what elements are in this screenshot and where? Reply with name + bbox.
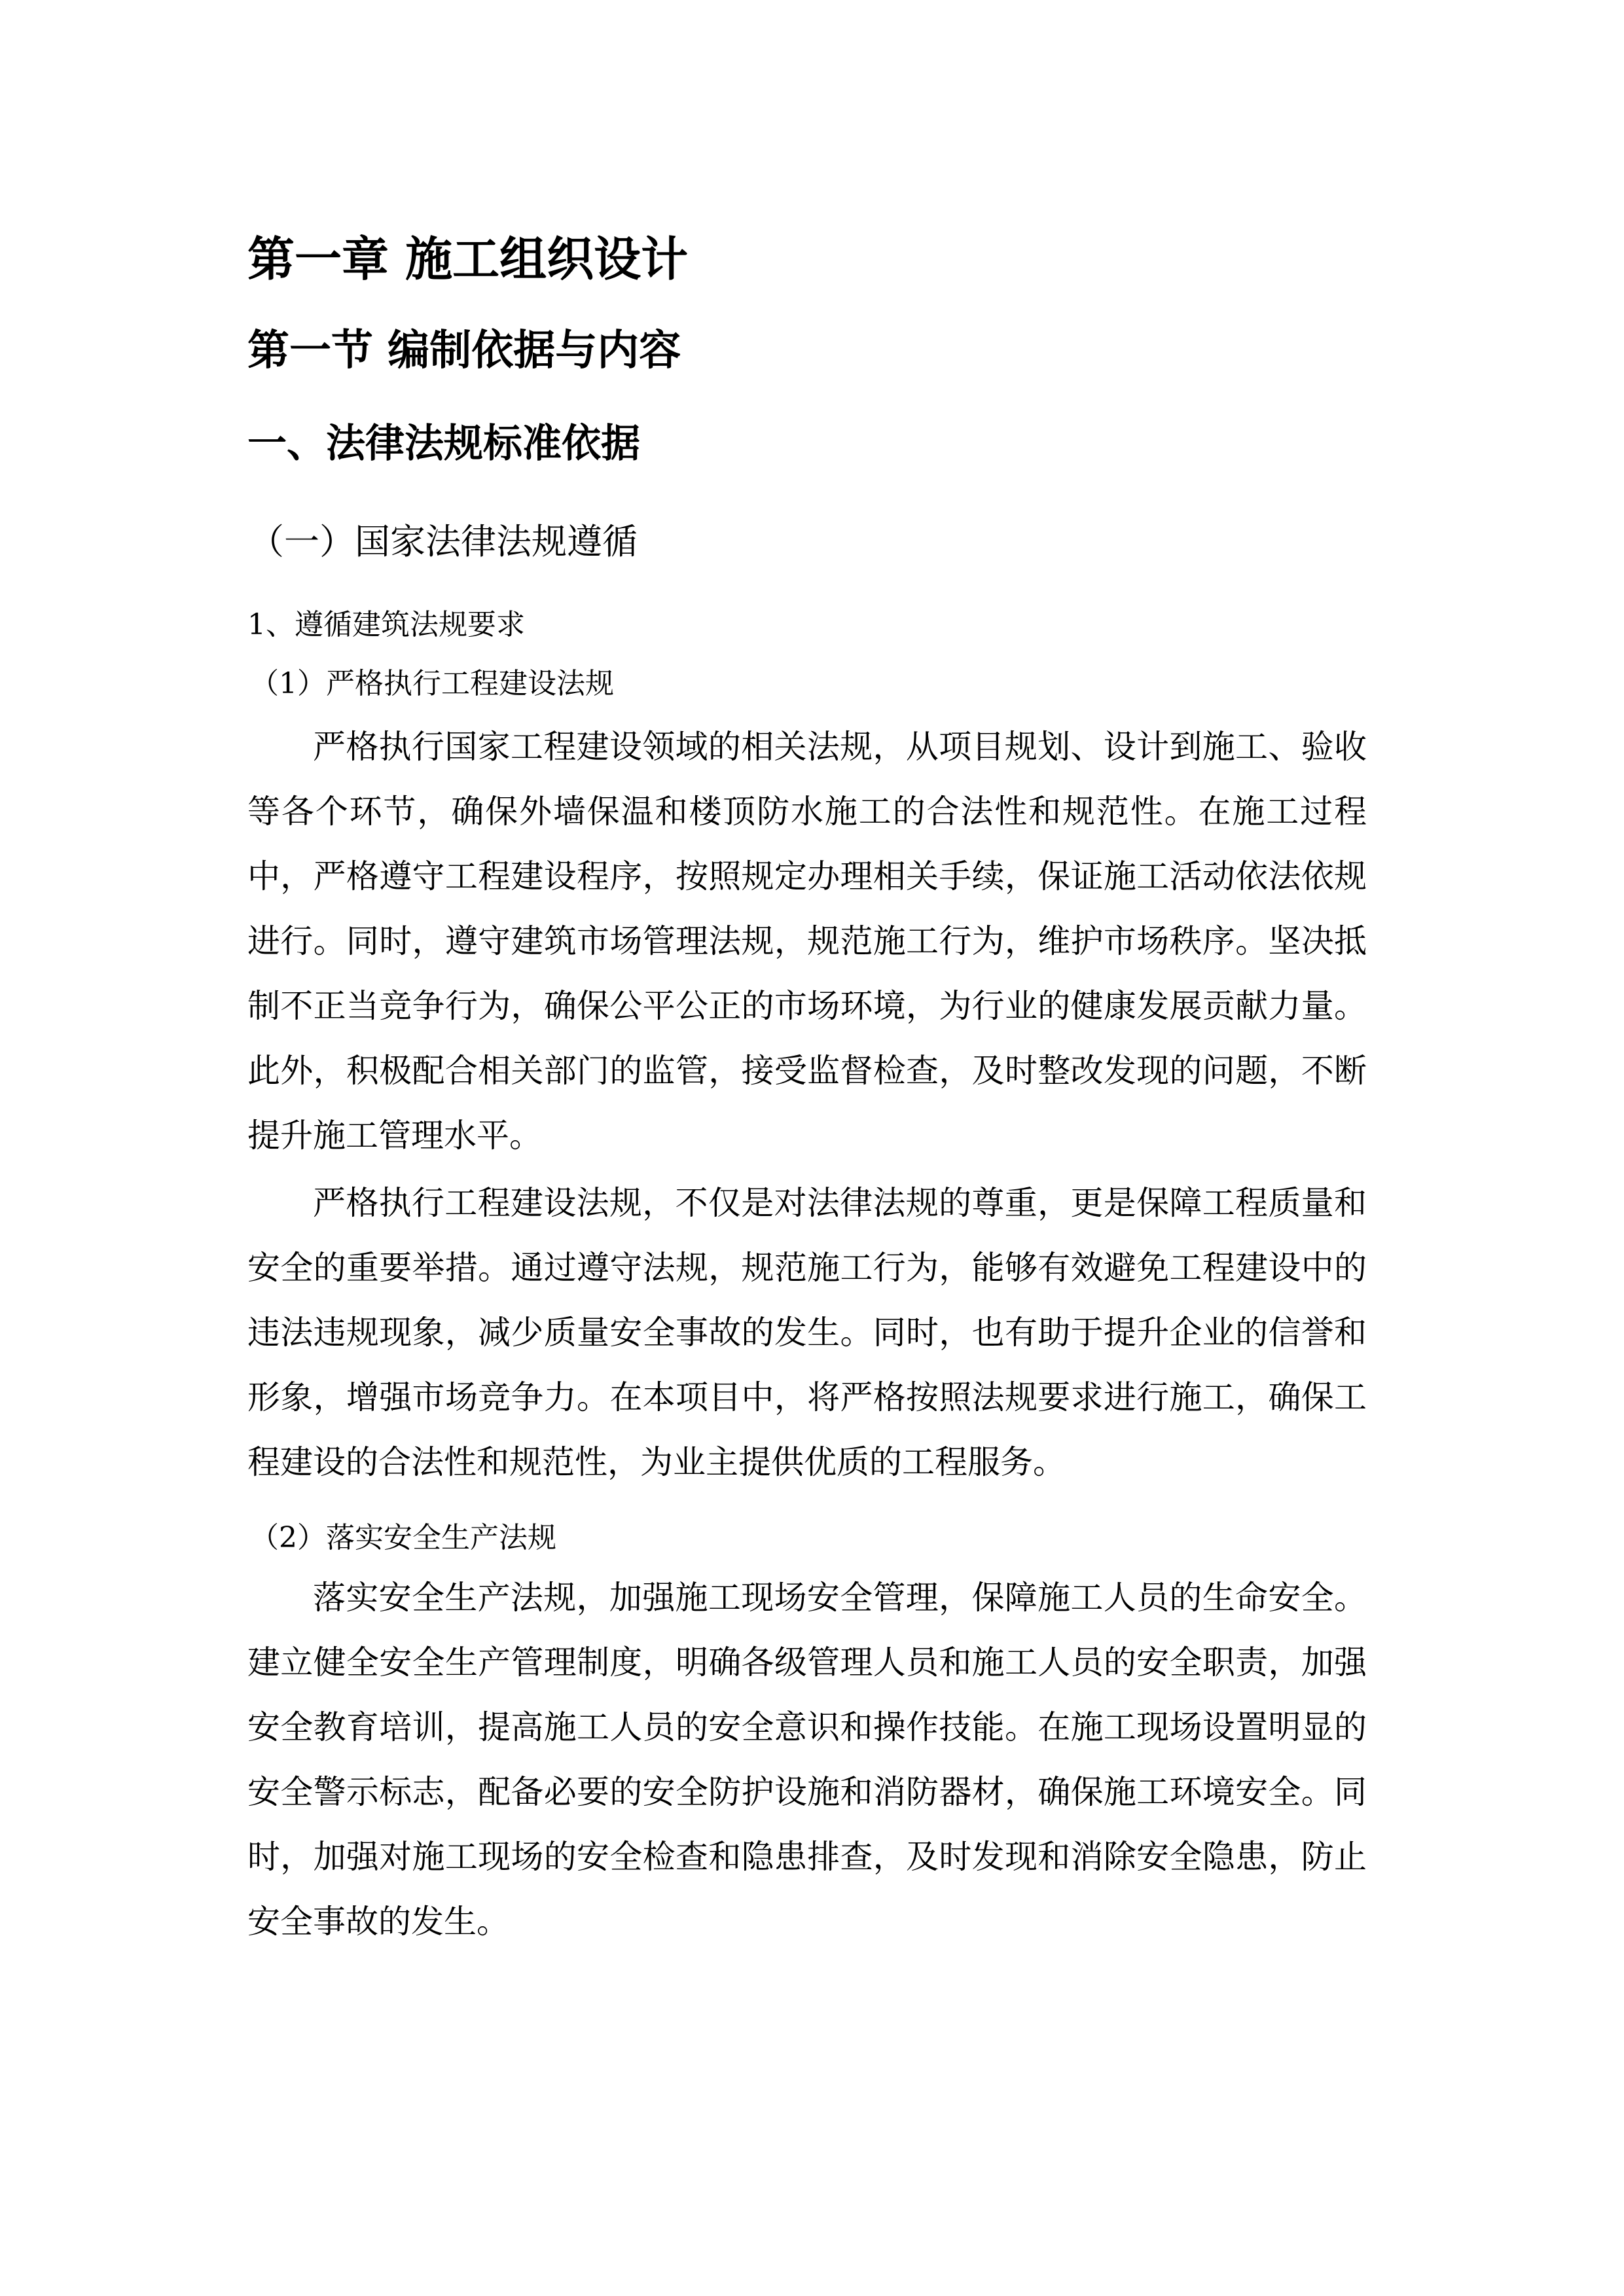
paragraph-line: 建立健全安全生产管理制度，明确各级管理人员和施工人员的安全职责，加强 [247, 1643, 1367, 1681]
paragraph-line: 严格执行国家工程建设领域的相关法规，从项目规划、设计到施工、验收 [313, 728, 1367, 766]
paragraph-line: 安全教育培训，提高施工人员的安全意识和操作技能。在施工现场设置明显的 [247, 1708, 1367, 1746]
sub-subsection-title: （一）国家法律法规遵循 [249, 521, 638, 562]
body-paragraph [247, 715, 1367, 1168]
sub-item-title: （2）落实安全生产法规 [250, 1521, 556, 1554]
paragraph-line: 落实安全生产法规，加强施工现场安全管理，保障施工人员的生命安全。 [313, 1579, 1367, 1617]
section-title: 第一节 编制依据与内容 [247, 327, 681, 375]
paragraph-line: 等各个环节，确保外墙保温和楼顶防水施工的合法性和规范性。在施工过程 [247, 793, 1367, 831]
paragraph-line: 违法违规现象，减少质量安全事故的发生。同时，也有助于提升企业的信誉和 [247, 1314, 1367, 1352]
body-paragraph [247, 1566, 1367, 1954]
paragraph-line: 形象，增强市场竞争力。在本项目中，将严格按照法规要求进行施工，确保工 [247, 1378, 1367, 1416]
subsection-title: 一、法律法规标准依据 [247, 421, 640, 467]
paragraph-line: 程建设的合法性和规范性，为业主提供优质的工程服务。 [247, 1443, 1066, 1481]
paragraph-line: 进行。同时，遵守建筑市场管理法规，规范施工行为，维护市场秩序。坚决抵 [247, 922, 1367, 960]
paragraph-line: 安全的重要举措。通过遵守法规，规范施工行为，能够有效避免工程建设中的 [247, 1249, 1367, 1287]
body-paragraph [247, 1171, 1367, 1495]
paragraph-line: 严格执行工程建设法规，不仅是对法律法规的尊重，更是保障工程质量和 [313, 1184, 1367, 1222]
chapter-title: 第一章 施工组织设计 [247, 232, 689, 287]
paragraph-line: 安全警示标志，配备必要的安全防护设施和消防器材，确保施工环境安全。同 [247, 1773, 1367, 1811]
paragraph-line: 中，严格遵守工程建设程序，按照规定办理相关手续，保证施工活动依法依规 [247, 857, 1367, 895]
paragraph-line: 时，加强对施工现场的安全检查和隐患排查，及时发现和消除安全隐患，防止 [247, 1838, 1367, 1876]
item-title: 1、遵循建筑法规要求 [247, 608, 525, 641]
paragraph-line: 制不正当竞争行为，确保公平公正的市场环境，为行业的健康发展贡献力量。 [247, 987, 1367, 1025]
sub-item-title: （1）严格执行工程建设法规 [250, 667, 614, 700]
paragraph-line: 安全事故的发生。 [247, 1903, 509, 1941]
paragraph-line: 此外，积极配合相关部门的监管，接受监督检查，及时整改发现的问题，不断 [247, 1052, 1367, 1090]
paragraph-line: 提升施工管理水平。 [247, 1117, 542, 1155]
